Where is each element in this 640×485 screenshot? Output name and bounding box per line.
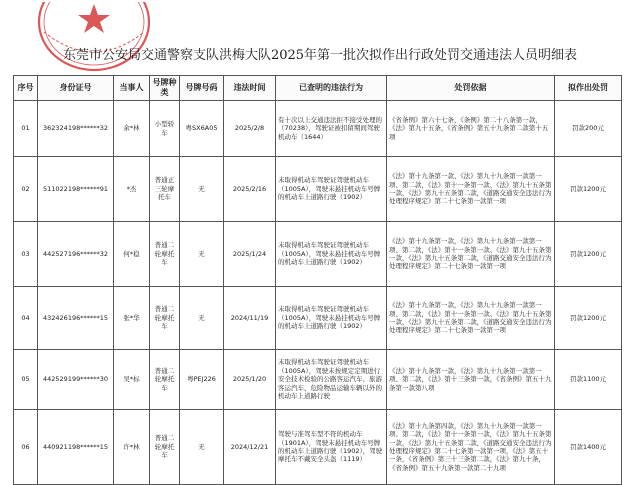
cell-legal-basis: 《法》第十九条第一款，《法》第九十九条第一款第一项、第二款，《法》第十一条第一款、《法》第九十五条第一款，《法》第九十五条第二款，《道路交通安全违法行为处理程序规定》第二十七条第一款第一项: [387, 222, 555, 287]
cell-violation-time: 2024/11/19: [224, 287, 276, 350]
cell-plate-number: 无: [180, 287, 224, 350]
cell-plate-type: 普通二轮摩托车: [150, 287, 180, 350]
cell-violation-time: 2025/2/16: [224, 157, 276, 222]
cell-legal-basis: 《法》第十九条第一款，《法》第九十九条第一款第一项、第二款，《法》第十一条第一款、《法》第九十五条第一款，《法》第九十五条第二款，《道路交通安全违法行为处理程序规定》第二十七条第一款第一项: [387, 287, 555, 350]
cell-violation: 未取得机动车驾驶证驾驶机动车（1005A），驾驶未悬挂机动车号牌的机动车上道路行驶（1902）: [276, 157, 387, 222]
cell-id-number: 432426196******15: [38, 287, 114, 350]
cell-party: 何*稳: [114, 222, 150, 287]
cell-plate-number: 无: [180, 222, 224, 287]
cell-id-number: 440921198******15: [38, 410, 114, 485]
cell-violation: 未取得机动车驾驶证驾驶机动车（1005A），驾驶未按规定定期进行安全技术检验的公路客运汽车、旅游客运汽车、危险物品运输车辆以外的机动车上道路行驶: [276, 350, 387, 410]
cell-penalty: 罚款1400元: [555, 410, 622, 485]
table-row: [14, 350, 622, 410]
cell-penalty: 罚款1100元: [555, 350, 622, 410]
cell-party: 许*林: [114, 410, 150, 485]
penalty-details-table: [13, 75, 622, 485]
header-plate-number: 号牌号码: [180, 76, 224, 101]
cell-party: 张*华: [114, 287, 150, 350]
header-no: 序号: [14, 76, 38, 101]
cell-no: 01: [14, 101, 38, 157]
cell-penalty: 罚款1200元: [555, 157, 622, 222]
cell-legal-basis: 《法》第十九条第一款，《法》第九十九条第一款第一项、第二款，《法》第十三条第一款，《省条例》第五十九条第一款第八项: [387, 350, 555, 410]
cell-plate-type: 普通二轮摩托车: [150, 222, 180, 287]
header-violation-time: 违法时间: [224, 76, 276, 101]
cell-id-number: 442529199******30: [38, 350, 114, 410]
cell-plate-number: 粤SX6A05: [180, 101, 224, 157]
cell-plate-type: 小型轿车: [150, 101, 180, 157]
cell-id-number: 511022198******91: [38, 157, 114, 222]
cell-legal-basis: 《法》第十九条第一款、《法》第九十九条第一款第一项、第二款，《法》第十一条第一款、《法》第九十五条第一款，《法》第九十五条第二款，《道路交通安全违法行为处理程序规定》第二十七条第一款第一项: [387, 157, 555, 222]
cell-plate-number: 无: [180, 157, 224, 222]
header-penalty: 拟作出处罚: [555, 76, 622, 101]
cell-violation: 有十次以上交通违法拒不接受处理的（70238），驾驶证被扣留期间驾驶机动车（1644）: [276, 101, 387, 157]
table-row: [14, 222, 622, 287]
cell-penalty: 罚款1200元: [555, 287, 622, 350]
cell-penalty: 罚款1200元: [555, 222, 622, 287]
cell-legal-basis: 《法》第十九条第四款，《法》第九十九条第一款第一项、第二款，《法》第十一条第一款，《法》第九十五条第一款，《法》第九十五条第二款，《道路交通安全违法行为处理程序规定》第二十七条第一款第一项，《法》第五十一条，《省条例》第三十三条第二款，《法》第九十条，《省条例》第五十九条第一款第二十九项: [387, 410, 555, 485]
table-row: [14, 101, 622, 157]
cell-violation-time: 2024/12/21: [224, 410, 276, 485]
table-row: [14, 157, 622, 222]
cell-no: 03: [14, 222, 38, 287]
cell-party: 吴*标: [114, 350, 150, 410]
cell-plate-type: 普通二轮摩托车: [150, 410, 180, 485]
cell-no: 04: [14, 287, 38, 350]
cell-violation: 未取得机动车驾驶证驾驶机动车（1005A），驾驶未悬挂机动车号牌的机动车上道路行驶（1902）: [276, 287, 387, 350]
cell-party: *杰: [114, 157, 150, 222]
cell-party: 余*林: [114, 101, 150, 157]
table-header-row: [14, 76, 622, 101]
cell-penalty: 罚款200元: [555, 101, 622, 157]
cell-plate-number: 粤PEJ226: [180, 350, 224, 410]
cell-violation-time: 2025/1/20: [224, 350, 276, 410]
header-legal-basis: 处罚依据: [387, 76, 555, 101]
cell-plate-number: 无: [180, 410, 224, 485]
header-violation: 已查明的违法行为: [276, 76, 387, 101]
table-row: [14, 410, 622, 485]
cell-violation-time: 2025/1/24: [224, 222, 276, 287]
cell-violation-time: 2025/2/8: [224, 101, 276, 157]
header-plate-type: 号牌种类: [150, 76, 180, 101]
cell-no: 05: [14, 350, 38, 410]
table-row: [14, 287, 622, 350]
cell-violation: 未取得机动车驾驶证驾驶机动车（1005A），驾驶未悬挂机动车号牌的机动车上道路行驶（1902）: [276, 222, 387, 287]
cell-id-number: 442527196******32: [38, 222, 114, 287]
header-id-number: 身份证号: [38, 76, 114, 101]
cell-plate-type: 普通二轮摩托车: [150, 350, 180, 410]
header-party: 当事人: [114, 76, 150, 101]
cell-id-number: 362324198******32: [38, 101, 114, 157]
cell-violation: 驾驶与准驾车型不符的机动车（1901A），驾驶未悬挂机动车号牌的机动车上道路行驶（1902），驾驶摩托车不戴安全头盔（1119）: [276, 410, 387, 485]
cell-no: 02: [14, 157, 38, 222]
cell-plate-type: 普通正三轮摩托车: [150, 157, 180, 222]
document-title: 东莞市公安局交通警察支队洪梅大队2025年第一批次拟作出行政处罚交通违法人员明细表: [62, 48, 578, 63]
official-seal-stamp: [30, 2, 158, 78]
cell-no: 06: [14, 410, 38, 485]
cell-legal-basis: 《省条例》第六十七条，《条例》第二十八条第一款，《法》第九十五条，《省条例》第五十九条第二款第十五项: [387, 101, 555, 157]
